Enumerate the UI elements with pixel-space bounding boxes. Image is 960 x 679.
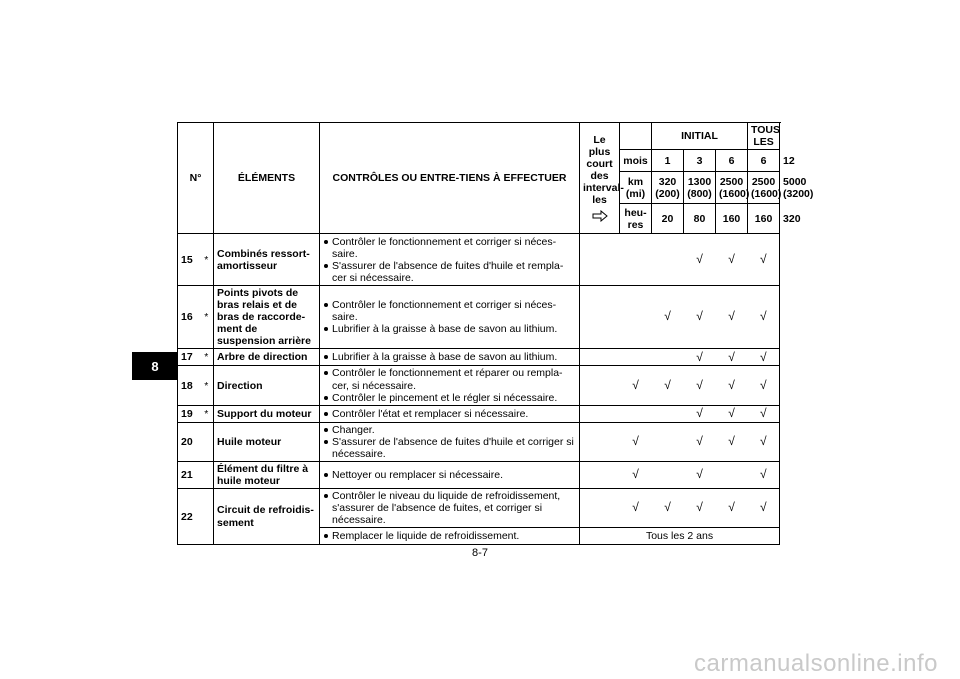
check-cell: √ xyxy=(684,286,716,349)
header-elements: ÉLÉMENTS xyxy=(214,123,320,234)
mois-cell: 3 xyxy=(684,150,716,172)
row-element: Points pivots de bras relais et de bras de raccorde-ment de suspension arrière xyxy=(214,286,320,349)
action-list xyxy=(323,408,576,420)
row-element: Support du moteur xyxy=(214,405,320,422)
check-cell: √ xyxy=(748,234,780,286)
header-row-label: km (mi) xyxy=(620,172,652,204)
check-cell: √ xyxy=(748,488,780,527)
header-num: N° xyxy=(178,123,214,234)
km-cell: 2500 (1600) xyxy=(716,172,748,204)
row-actions xyxy=(320,234,580,286)
table-row xyxy=(178,366,780,405)
row-number: 22 xyxy=(178,488,200,544)
row-actions xyxy=(320,528,580,545)
arrow-right-icon xyxy=(592,210,608,222)
header-interval-label: Le plus court des interval-les xyxy=(583,133,624,207)
action-list xyxy=(323,351,576,363)
action-item: Nettoyer ou remplacer si nécessaire. xyxy=(323,469,576,481)
row-star: * xyxy=(200,349,214,366)
check-cell: √ xyxy=(748,286,780,349)
check-cell: √ xyxy=(684,461,716,488)
row-star: * xyxy=(200,286,214,349)
action-list xyxy=(323,424,576,460)
action-item: Contrôler le fonctionnement et réparer ou rempla-cer, si nécessaire. xyxy=(323,367,576,391)
row-interval-text: Tous les 2 ans xyxy=(580,528,780,545)
row-interval xyxy=(580,286,620,349)
header-row-label: heu-res xyxy=(620,204,652,234)
check-cell: √ xyxy=(684,366,716,405)
row-element: Arbre de direction xyxy=(214,349,320,366)
action-list xyxy=(323,236,576,284)
check-cell xyxy=(652,422,684,461)
action-item: Contrôler le fonctionnement et corriger si néces-saire. xyxy=(323,236,576,260)
check-cell xyxy=(652,461,684,488)
table-row xyxy=(178,234,780,286)
action-item: Contrôler l'état et remplacer si nécessaire. xyxy=(323,408,576,420)
heures-cell: 20 xyxy=(652,204,684,234)
check-cell: √ xyxy=(748,405,780,422)
header-blank xyxy=(620,123,652,150)
check-cell: √ xyxy=(684,234,716,286)
row-interval xyxy=(580,349,620,366)
row-element: Huile moteur xyxy=(214,422,320,461)
check-cell: √ xyxy=(620,461,652,488)
check-cell: √ xyxy=(716,366,748,405)
check-cell: √ xyxy=(684,349,716,366)
action-item: Contrôler le fonctionnement et corriger si néces-saire. xyxy=(323,299,576,323)
row-actions xyxy=(320,405,580,422)
row-actions xyxy=(320,461,580,488)
row-actions xyxy=(320,366,580,405)
mois-cell: 6 xyxy=(748,150,780,172)
header-tous-les: TOUS LES xyxy=(748,123,780,150)
table-row xyxy=(178,488,780,527)
check-cell xyxy=(620,286,652,349)
check-cell: √ xyxy=(716,234,748,286)
check-cell: √ xyxy=(716,405,748,422)
table-body xyxy=(178,234,780,545)
km-cell: 320 (200) xyxy=(652,172,684,204)
row-number: 21 xyxy=(178,461,200,488)
check-cell: √ xyxy=(620,366,652,405)
row-number: 15 xyxy=(178,234,200,286)
row-interval xyxy=(580,366,620,405)
check-cell: √ xyxy=(748,366,780,405)
header-row-heures: heu-res 20 80 160 160 320 xyxy=(178,204,780,234)
row-actions xyxy=(320,349,580,366)
row-number: 19 xyxy=(178,405,200,422)
check-cell: √ xyxy=(620,422,652,461)
check-cell xyxy=(620,234,652,286)
row-interval xyxy=(580,488,620,527)
maintenance-table xyxy=(177,122,814,545)
check-cell: √ xyxy=(684,405,716,422)
action-item: S'assurer de l'absence de fuites d'huile et rempla-cer si nécessaire. xyxy=(323,260,576,284)
row-number: 16 xyxy=(178,286,200,349)
check-cell: √ xyxy=(748,461,780,488)
header-interval xyxy=(580,123,624,234)
header-row-km: km (mi) 320 (200) 1300 (800) 2500 (1600) 2500 (1600) 5000 (3200) xyxy=(178,172,780,204)
row-number: 20 xyxy=(178,422,200,461)
check-cell: √ xyxy=(716,488,748,527)
mois-cell: 6 xyxy=(716,150,748,172)
check-cell: √ xyxy=(684,422,716,461)
check-cell: √ xyxy=(716,286,748,349)
table-row xyxy=(178,349,780,366)
row-element: Direction xyxy=(214,366,320,405)
row-number: 17 xyxy=(178,349,200,366)
header-row-label: mois xyxy=(620,150,652,172)
table-row xyxy=(178,461,780,488)
check-cell xyxy=(620,349,652,366)
action-list xyxy=(323,490,576,526)
check-cell: √ xyxy=(748,422,780,461)
row-star: * xyxy=(200,405,214,422)
row-actions xyxy=(320,488,580,527)
row-star xyxy=(200,461,214,488)
row-number: 18 xyxy=(178,366,200,405)
row-interval xyxy=(580,234,620,286)
table-row xyxy=(178,405,780,422)
chapter-tab: 8 xyxy=(132,352,178,380)
action-item: Lubrifier à la graisse à base de savon au lithium. xyxy=(323,323,576,335)
header-row-mois: mois 1 3 6 6 12 xyxy=(178,150,780,172)
row-star xyxy=(200,422,214,461)
action-list xyxy=(323,299,576,335)
header-initial: INITIAL xyxy=(652,123,748,150)
row-star: * xyxy=(200,366,214,405)
heures-cell: 80 xyxy=(684,204,716,234)
check-cell: √ xyxy=(748,349,780,366)
action-item: Contrôler le pincement et le régler si nécessaire. xyxy=(323,392,576,404)
row-interval xyxy=(580,405,620,422)
heures-cell: 160 xyxy=(716,204,748,234)
action-item: Contrôler le niveau du liquide de refroidissement, s'assurer de l'absence de fuites, et corriger si nécessaire. xyxy=(323,490,576,526)
row-element: Élément du filtre à huile moteur xyxy=(214,461,320,488)
header-controls: CONTRÔLES OU ENTRE-TIENS À EFFECTUER xyxy=(320,123,580,234)
row-star xyxy=(200,488,214,544)
km-cell: 1300 (800) xyxy=(684,172,716,204)
page-number: 8-7 xyxy=(472,547,488,559)
action-item: S'assurer de l'absence de fuites d'huile et corriger si nécessaire. xyxy=(323,436,576,460)
watermark: carmanualsonline.info xyxy=(694,650,938,677)
check-cell xyxy=(716,461,748,488)
check-cell xyxy=(652,349,684,366)
km-cell: 2500 (1600) xyxy=(748,172,780,204)
action-list xyxy=(323,530,576,542)
action-list xyxy=(323,469,576,481)
action-item: Remplacer le liquide de refroidissement. xyxy=(323,530,576,542)
check-cell: √ xyxy=(716,422,748,461)
row-actions xyxy=(320,422,580,461)
table-row xyxy=(178,286,780,349)
row-interval xyxy=(580,422,620,461)
check-cell: √ xyxy=(652,286,684,349)
check-cell: √ xyxy=(652,488,684,527)
heures-cell: 160 xyxy=(748,204,780,234)
action-item: Changer. xyxy=(323,424,576,436)
check-cell xyxy=(652,405,684,422)
row-star: * xyxy=(200,234,214,286)
action-list xyxy=(323,367,576,403)
check-cell: √ xyxy=(684,488,716,527)
row-interval xyxy=(580,461,620,488)
check-cell xyxy=(652,234,684,286)
check-cell: √ xyxy=(652,366,684,405)
row-actions xyxy=(320,286,580,349)
check-cell: √ xyxy=(716,349,748,366)
row-element: Combinés ressort-amortisseur xyxy=(214,234,320,286)
action-item: Lubrifier à la graisse à base de savon au lithium. xyxy=(323,351,576,363)
table-row xyxy=(178,422,780,461)
check-cell xyxy=(620,405,652,422)
row-element: Circuit de refroidis-sement xyxy=(214,488,320,544)
check-cell: √ xyxy=(620,488,652,527)
mois-cell: 1 xyxy=(652,150,684,172)
